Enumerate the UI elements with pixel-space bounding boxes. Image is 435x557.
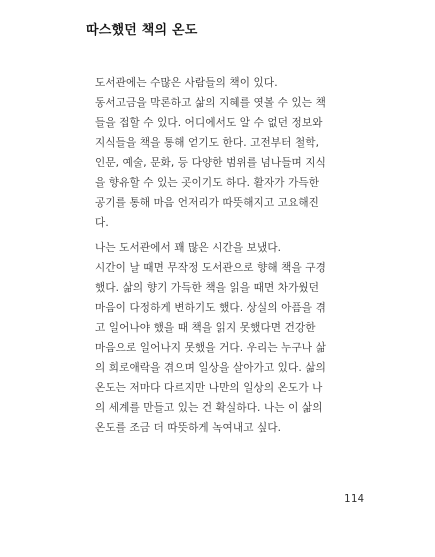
page-number: 114 bbox=[344, 493, 365, 505]
text-line: 했다. 삶의 향기 가득한 책을 읽을 때면 차가웠던 bbox=[95, 282, 320, 294]
text-line: 의 세계를 만들고 있는 건 확실하다. 나는 이 삶의 bbox=[95, 402, 323, 414]
text-line: 공기를 통해 마음 언저리가 따뜻해지고 고요해진 bbox=[95, 197, 320, 209]
text-line: 지식들을 책을 통해 얻기도 한다. 고전부터 철학, bbox=[95, 137, 320, 149]
paragraph-2 bbox=[95, 238, 357, 438]
text-line: 온도는 저마다 다르지만 나만의 일상의 온도가 나 bbox=[95, 382, 323, 394]
text-line: 고 일어나야 했을 때 책을 읽지 못했다면 건강한 bbox=[95, 322, 316, 334]
chapter-title: 따스했던 책의 온도 bbox=[86, 23, 198, 38]
paragraph-1 bbox=[95, 73, 357, 233]
text-line: 인문, 예술, 문화, 등 다양한 범위를 넘나들며 지식 bbox=[95, 157, 327, 169]
text-line: 들을 접할 수 있다. 어디에서도 알 수 없던 정보와 bbox=[95, 117, 323, 129]
text-line: 마음이 다정하게 변하기도 했다. 상실의 아픔을 겪 bbox=[95, 302, 326, 314]
text-line: 시간이 날 때면 무작정 도서관으로 향해 책을 구경 bbox=[95, 262, 326, 274]
text-line: 도서관에는 수많은 사람들의 책이 있다. bbox=[95, 77, 278, 89]
text-line: 마음으로 일어나지 못했을 거다. 우리는 누구나 삶 bbox=[95, 342, 326, 354]
text-line: 의 희로애락을 겪으며 일상을 살아가고 있다. 삶의 bbox=[95, 362, 326, 374]
text-line: 나는 도서관에서 꽤 많은 시간을 보냈다. bbox=[95, 242, 282, 254]
text-line: 온도를 조금 더 따뜻하게 녹여내고 싶다. bbox=[95, 422, 282, 434]
text-line: 을 향유할 수 있는 곳이기도 하다. 활자가 가득한 bbox=[95, 177, 320, 189]
text-line: 동서고금을 막론하고 삶의 지혜를 엿볼 수 있는 책 bbox=[95, 97, 326, 109]
text-line: 다. bbox=[95, 217, 109, 229]
